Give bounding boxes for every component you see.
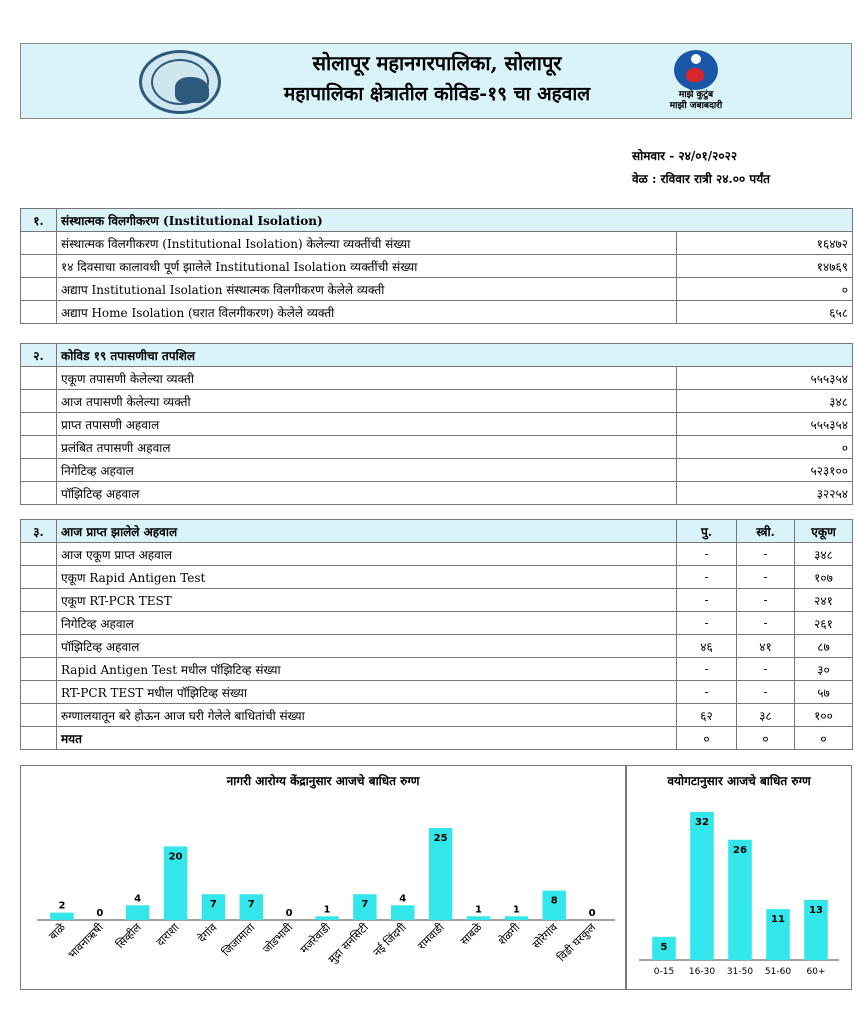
- campaign-logo: [661, 50, 731, 116]
- row-label: एकूण Rapid Antigen Test: [57, 566, 677, 589]
- row-female: -: [737, 681, 795, 704]
- blank-cell: [21, 367, 57, 390]
- category-label: जिजामाता: [219, 920, 258, 959]
- chart-title: नागरी आरोग्य केंद्रानुसार आजचे बाधित रुग्ण: [226, 774, 420, 788]
- blank-cell: [21, 232, 57, 255]
- testing-details-table: [20, 343, 853, 505]
- section-title: आज प्राप्त झालेले अहवाल: [57, 520, 677, 543]
- row-male: ४६: [677, 635, 737, 658]
- row-value: ६५८: [677, 301, 853, 324]
- table-row: [21, 658, 853, 681]
- blank-cell: [21, 658, 57, 681]
- row-total: १००: [795, 704, 853, 727]
- bar-value-label: 7: [209, 899, 217, 911]
- blank-cell: [21, 482, 57, 505]
- category-label: शेळगी: [495, 920, 523, 948]
- row-male: ६२: [677, 704, 737, 727]
- bar-value-label: 4: [399, 893, 407, 905]
- health-center-chart: [20, 765, 626, 990]
- row-label: RT-PCR TEST मधील पॉझिटिव्ह संख्या: [57, 681, 677, 704]
- table-row: [21, 589, 853, 612]
- bar-value-label: 20: [168, 851, 183, 863]
- row-male: ०: [677, 727, 737, 750]
- section-number: १.: [21, 209, 57, 232]
- logo-line-2: माझी जबाबदारी: [669, 101, 723, 111]
- row-label: अद्याप Home Isolation (घरात विलगीकरण) केलेले व्यक्ती: [57, 301, 677, 324]
- chart-title: वयोगटानुसार आजचे बाधित रुग्ण: [667, 774, 811, 788]
- bar-value-label: 1: [323, 904, 331, 916]
- blank-cell: [21, 255, 57, 278]
- health-center-chart-svg: [21, 766, 625, 989]
- category-label: भावनाऋषी: [65, 920, 106, 962]
- bar-value-label: 4: [134, 893, 142, 905]
- col-female-header: स्त्री.: [737, 520, 795, 543]
- category-label: 0-15: [653, 967, 675, 977]
- report-time: वेळ : रविवार रात्री २४.०० पर्यंत: [632, 172, 770, 186]
- col-male-header: पु.: [677, 520, 737, 543]
- bar-value-label: 1: [512, 904, 520, 916]
- category-label: रामवाडी: [415, 920, 447, 953]
- row-value: ०: [677, 278, 853, 301]
- table-row: [21, 301, 853, 324]
- row-total: २४१: [795, 589, 853, 612]
- report-header: [20, 43, 852, 119]
- table-row: [21, 232, 853, 255]
- bar: [728, 840, 752, 960]
- bar-value-label: 13: [809, 904, 823, 916]
- bar-value-label: 11: [771, 914, 785, 926]
- category-label: साबळे: [457, 920, 485, 948]
- row-male: -: [677, 566, 737, 589]
- row-label: निगेटिव्ह अहवाल: [57, 612, 677, 635]
- category-label: 31-50: [726, 967, 754, 977]
- blank-cell: [21, 681, 57, 704]
- row-female: -: [737, 658, 795, 681]
- row-value: १४७६९: [677, 255, 853, 278]
- row-label: पॉझिटिव्ह अहवाल: [57, 635, 677, 658]
- blank-cell: [21, 727, 57, 750]
- row-total: ३४८: [795, 543, 853, 566]
- blank-cell: [21, 612, 57, 635]
- header-subtitle: महापालिका क्षेत्रातील कोविड-१९ चा अहवाल: [283, 83, 591, 105]
- bar-value-label: 0: [588, 908, 596, 919]
- category-label: सिव्हील: [113, 920, 144, 952]
- bar-value-label: 8: [550, 895, 558, 907]
- row-label: पॉझिटिव्ह अहवाल: [57, 482, 677, 505]
- row-label: १४ दिवसाचा कालावधी पूर्ण झालेले Institutional Isolation व्यक्तींची संख्या: [57, 255, 677, 278]
- row-value: ५५५३५४: [677, 413, 853, 436]
- row-label: Rapid Antigen Test मधील पॉझिटिव्ह संख्या: [57, 658, 677, 681]
- row-value: ०: [677, 436, 853, 459]
- age-group-chart: [626, 765, 852, 990]
- row-female: -: [737, 566, 795, 589]
- blank-cell: [21, 589, 57, 612]
- row-female: ०: [737, 727, 795, 750]
- row-label: एकूण RT-PCR TEST: [57, 589, 677, 612]
- bar-value-label: 1: [474, 904, 482, 916]
- bar: [505, 916, 528, 920]
- row-label: संस्थात्मक विलगीकरण (Institutional Isolation) केलेल्या व्यक्तींची संख्या: [57, 232, 677, 255]
- table-row: [21, 543, 853, 566]
- row-value: १६४७२: [677, 232, 853, 255]
- blank-cell: [21, 390, 57, 413]
- row-male: -: [677, 658, 737, 681]
- category-label: मुद्रा सनसिटी: [325, 920, 371, 967]
- row-label: रुग्णालयातून बरे होऊन आज घरी गेलेले बाधितांची संख्या: [57, 704, 677, 727]
- category-label: मजरेवाडी: [297, 920, 334, 957]
- row-label: अद्याप Institutional Isolation संस्थात्मक विलगीकरण केलेले व्यक्ती: [57, 278, 677, 301]
- logo-line-1: माझे कुटुंब: [678, 90, 714, 100]
- table-row: [21, 635, 853, 658]
- bar: [315, 916, 338, 920]
- age-group-chart-svg: [627, 766, 851, 989]
- row-total: ०: [795, 727, 853, 750]
- section-header-row: [21, 344, 853, 367]
- row-label: आज तपासणी केलेल्या व्यक्ती: [57, 390, 677, 413]
- today-reports-table: [20, 519, 853, 750]
- table-row: [21, 278, 853, 301]
- bar-value-label: 26: [733, 844, 747, 856]
- table-row: [21, 367, 853, 390]
- category-label: नई जिंदगी: [370, 920, 409, 960]
- category-label: विडी घरकुल: [554, 920, 599, 965]
- row-label: मयत: [57, 727, 677, 750]
- row-total: २६१: [795, 612, 853, 635]
- row-male: -: [677, 543, 737, 566]
- bar-value-label: 32: [695, 817, 709, 828]
- bar: [391, 905, 414, 920]
- section-header-row: [21, 209, 853, 232]
- row-value: ३४८: [677, 390, 853, 413]
- category-label: 16-30: [688, 967, 716, 977]
- table-row: [21, 459, 853, 482]
- row-female: ४१: [737, 635, 795, 658]
- table-row: [21, 255, 853, 278]
- row-value: ५५५३५४: [677, 367, 853, 390]
- row-total: ३०: [795, 658, 853, 681]
- section-number: ३.: [21, 520, 57, 543]
- table-row: [21, 612, 853, 635]
- row-total: ८७: [795, 635, 853, 658]
- table-row: [21, 566, 853, 589]
- category-label: जोडभावी: [260, 920, 296, 956]
- report-date: सोमवार - २४/०१/२०२२: [632, 149, 738, 163]
- bar-value-label: 5: [660, 941, 668, 953]
- bar: [126, 905, 149, 920]
- row-female: -: [737, 543, 795, 566]
- row-female: -: [737, 612, 795, 635]
- category-label: 60+: [806, 967, 826, 977]
- section-number: २.: [21, 344, 57, 367]
- section-header-row: [21, 520, 853, 543]
- table-row: [21, 681, 853, 704]
- row-value: ३२२५४: [677, 482, 853, 505]
- row-total: ५७: [795, 681, 853, 704]
- category-label: 51-60: [764, 967, 792, 977]
- institutional-isolation-table: [20, 208, 853, 324]
- bar-value-label: 7: [361, 899, 369, 911]
- category-label: सोरेगांव: [529, 920, 561, 952]
- blank-cell: [21, 566, 57, 589]
- table-row: [21, 482, 853, 505]
- category-label: बाळे: [46, 920, 69, 943]
- section-title: संस्थात्मक विलगीकरण (Institutional Isolation): [57, 209, 853, 232]
- bar: [50, 913, 73, 920]
- blank-cell: [21, 301, 57, 324]
- table-row: [21, 390, 853, 413]
- category-label: दाराशा: [153, 920, 182, 949]
- row-label: आज एकूण प्राप्त अहवाल: [57, 543, 677, 566]
- row-label: प्रलंबित तपासणी अहवाल: [57, 436, 677, 459]
- table-row: [21, 727, 853, 750]
- row-female: -: [737, 589, 795, 612]
- row-male: -: [677, 612, 737, 635]
- blank-cell: [21, 413, 57, 436]
- category-label: देगांव: [195, 920, 220, 945]
- bar-value-label: 0: [96, 908, 104, 919]
- bar: [467, 916, 490, 920]
- blank-cell: [21, 436, 57, 459]
- bar: [690, 812, 714, 960]
- row-label: एकूण तपासणी केलेल्या व्यक्ती: [57, 367, 677, 390]
- row-value: ५२३१००: [677, 459, 853, 482]
- table-row: [21, 436, 853, 459]
- blank-cell: [21, 635, 57, 658]
- col-total-header: एकूण: [795, 520, 853, 543]
- blank-cell: [21, 543, 57, 566]
- blank-cell: [21, 704, 57, 727]
- bar-value-label: 7: [247, 899, 255, 911]
- section-title: कोविड १९ तपासणीचा तपशिल: [57, 344, 853, 367]
- blank-cell: [21, 278, 57, 301]
- row-total: १०७: [795, 566, 853, 589]
- bar-value-label: 0: [285, 908, 293, 919]
- row-female: ३८: [737, 704, 795, 727]
- row-label: निगेटिव्ह अहवाल: [57, 459, 677, 482]
- bar-value-label: 25: [433, 833, 448, 844]
- header-title: सोलापूर महानगरपालिका, सोलापूर: [312, 51, 562, 75]
- bar-value-label: 2: [58, 900, 66, 912]
- row-male: -: [677, 589, 737, 612]
- blank-cell: [21, 459, 57, 482]
- row-label: प्राप्त तपासणी अहवाल: [57, 413, 677, 436]
- table-row: [21, 704, 853, 727]
- row-male: -: [677, 681, 737, 704]
- table-row: [21, 413, 853, 436]
